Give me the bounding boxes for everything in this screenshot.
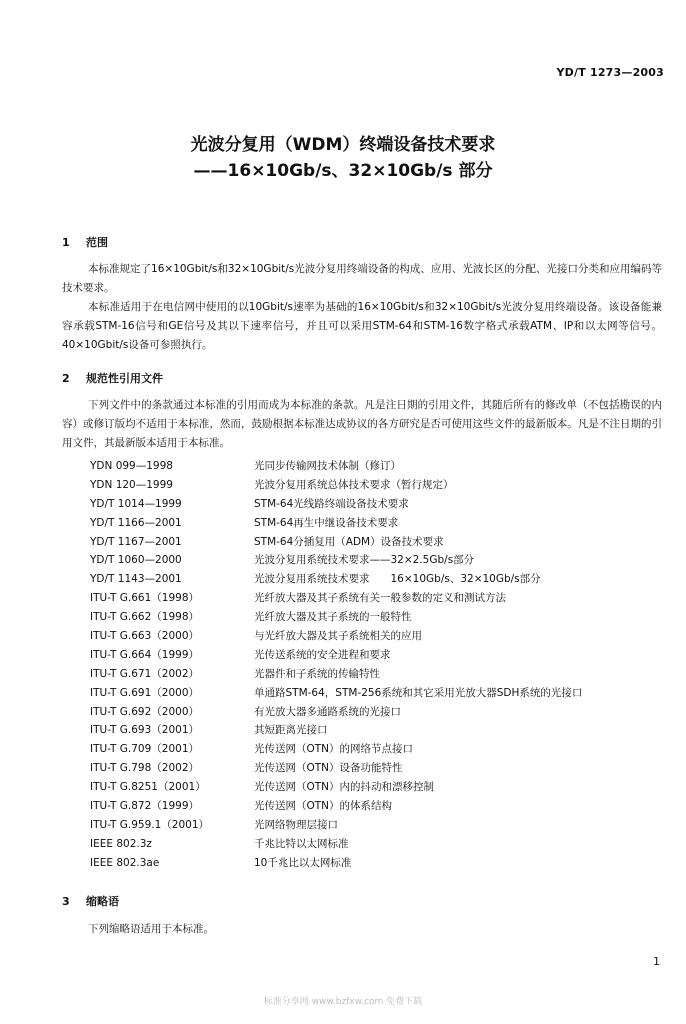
section-number: 2 [62, 372, 70, 385]
section-title: 范围 [86, 236, 108, 249]
reference-item [90, 854, 670, 873]
reference-item [90, 457, 670, 476]
reference-code: IEEE 802.3ae [90, 856, 160, 869]
reference-code: ITU-T G.798（2002） [90, 762, 200, 775]
reference-title: STM-64再生中继设备技术要求 [254, 516, 399, 529]
reference-item [90, 759, 670, 778]
reference-code: YD/T 1166—2001 [90, 516, 182, 529]
reference-item [90, 533, 670, 552]
reference-list [90, 457, 670, 873]
reference-item [90, 740, 670, 759]
reference-title: 光传送网（OTN）设备功能特性 [254, 762, 403, 775]
reference-item [90, 608, 670, 627]
reference-item [90, 703, 670, 722]
reference-item [90, 476, 670, 495]
reference-code: ITU-T G.662（1998） [90, 611, 200, 624]
reference-title: 光器件和子系统的传输特性 [254, 667, 380, 680]
reference-code: ITU-T G.692（2000） [90, 705, 200, 718]
reference-title: 光波分复用系统技术要求——32×2.5Gb/s部分 [254, 554, 475, 567]
reference-title: 光纤放大器及其子系统有关一般参数的定义和测试方法 [254, 592, 506, 605]
reference-item [90, 835, 670, 854]
reference-title: 10千兆比以太网标准 [254, 856, 352, 869]
reference-code: YD/T 1167—2001 [90, 535, 182, 548]
reference-title: 单通路STM-64，STM-256系统和其它采用光放大器SDH系统的光接口 [254, 686, 583, 699]
scope-paragraph-1: 本标准规定了16×10Gbit/s和32×10Gbit/s光波分复用终端设备的构成、应用、光波长区的分配、光接口分类和应用编码等技术要求。 [62, 263, 662, 294]
reference-code: YD/T 1060—2000 [90, 554, 182, 567]
reference-code: ITU-T G.663（2000） [90, 630, 200, 643]
section-title: 规范性引用文件 [86, 372, 163, 385]
reference-code: ITU-T G.709（2001） [90, 743, 200, 756]
reference-title: 光传送网（OTN）的体系结构 [254, 800, 393, 813]
reference-code: YD/T 1143—2001 [90, 573, 182, 586]
watermark: 标准分享网 www.bzfxw.com 免费下载 [263, 997, 423, 1007]
reference-code: YDN 120—1999 [90, 478, 173, 491]
reference-title: 光同步传输网技术体制（修订） [254, 460, 401, 472]
reference-title: STM-64分插复用（ADM）设备技术要求 [254, 535, 444, 548]
reference-item [90, 627, 670, 646]
abbreviations-intro: 下列缩略语适用于本标准。 [88, 923, 214, 935]
reference-code: ITU-T G.661（1998） [90, 592, 200, 605]
reference-code: YDN 099—1998 [90, 460, 173, 472]
reference-item [90, 646, 670, 665]
title-line-1: 光波分复用（WDM）终端设备技术要求 [190, 135, 496, 155]
reference-title: 有光放大器多通路系统的光接口 [254, 705, 401, 718]
section-title: 缩略语 [86, 895, 119, 908]
reference-title: 光纤放大器及其子系统的一般特性 [254, 611, 412, 624]
reference-item [90, 665, 670, 684]
reference-title: 光传送系统的安全进程和要求 [254, 648, 391, 661]
section-heading-scope [62, 234, 108, 250]
reference-item [90, 721, 670, 740]
reference-code: ITU-T G.872（1999） [90, 800, 200, 813]
reference-title: 光传送网（OTN）内的抖动和漂移控制 [254, 781, 435, 794]
reference-item [90, 797, 670, 816]
reference-item [90, 551, 670, 570]
reference-title: 光波分复用系统总体技术要求（暂行规定） [254, 478, 454, 491]
document-title [0, 132, 686, 184]
reference-title: 光传送网（OTN）的网络节点接口 [254, 743, 414, 756]
reference-item [90, 684, 670, 703]
reference-item [90, 589, 670, 608]
title-line-2: ——16×10Gb/s、32×10Gb/s 部分 [193, 161, 493, 181]
reference-title: 光网络物理层接口 [254, 818, 338, 831]
reference-code: ITU-T G.691（2000） [90, 686, 200, 699]
scope-paragraph-2: 本标准适用于在电信网中使用的以10Gbit/s速率为基础的16×10Gbit/s和32×10Gbit/s光波分复用终端设备。该设备能兼容承载STM-16信号和GE信号及其以下速率信号，并且可以采用STM-64和STM-16数字格式承载ATM、IP和以太网等信号。40×10Gbit/s设备可参照执行。 [62, 301, 662, 351]
references-intro: 下列文件中的条款通过本标准的引用而成为本标准的条款。凡是注日期的引用文件，其随后所有的修改单（不包括勘误的内容）或修订版均不适用于本标准，然而，鼓励根据本标准达成协议的各方研究是否可使用这些文件的最新版本。凡是不注日期的引用文件，其最新版本适用于本标准。 [62, 399, 662, 449]
reference-item [90, 514, 670, 533]
reference-code: ITU-T G.8251（2001） [90, 781, 206, 794]
reference-item [90, 778, 670, 797]
reference-code: ITU-T G.664（1999） [90, 648, 200, 661]
reference-code: ITU-T G.693（2001） [90, 724, 200, 737]
section-heading-abbreviations [62, 893, 119, 909]
reference-code: ITU-T G.959.1（2001） [90, 818, 210, 831]
reference-item [90, 495, 670, 514]
reference-title: 千兆比特以太网标准 [254, 837, 349, 850]
page-number: 1 [653, 955, 660, 968]
reference-item [90, 570, 670, 589]
section-number: 3 [62, 895, 70, 908]
standard-code: YD/T 1273—2003 [556, 66, 664, 79]
reference-title: 与光纤放大器及其子系统相关的应用 [254, 630, 422, 643]
reference-item [90, 816, 670, 835]
reference-title: STM-64光线路终端设备技术要求 [254, 497, 409, 510]
reference-title: 其短距离光接口 [254, 724, 328, 737]
reference-code: ITU-T G.671（2002） [90, 667, 200, 680]
section-heading-references [62, 370, 163, 386]
reference-title: 光波分复用系统技术要求 16×10Gb/s、32×10Gb/s部分 [254, 573, 541, 586]
section-number: 1 [62, 236, 70, 249]
reference-code: YD/T 1014—1999 [90, 497, 182, 510]
reference-code: IEEE 802.3z [90, 837, 152, 850]
